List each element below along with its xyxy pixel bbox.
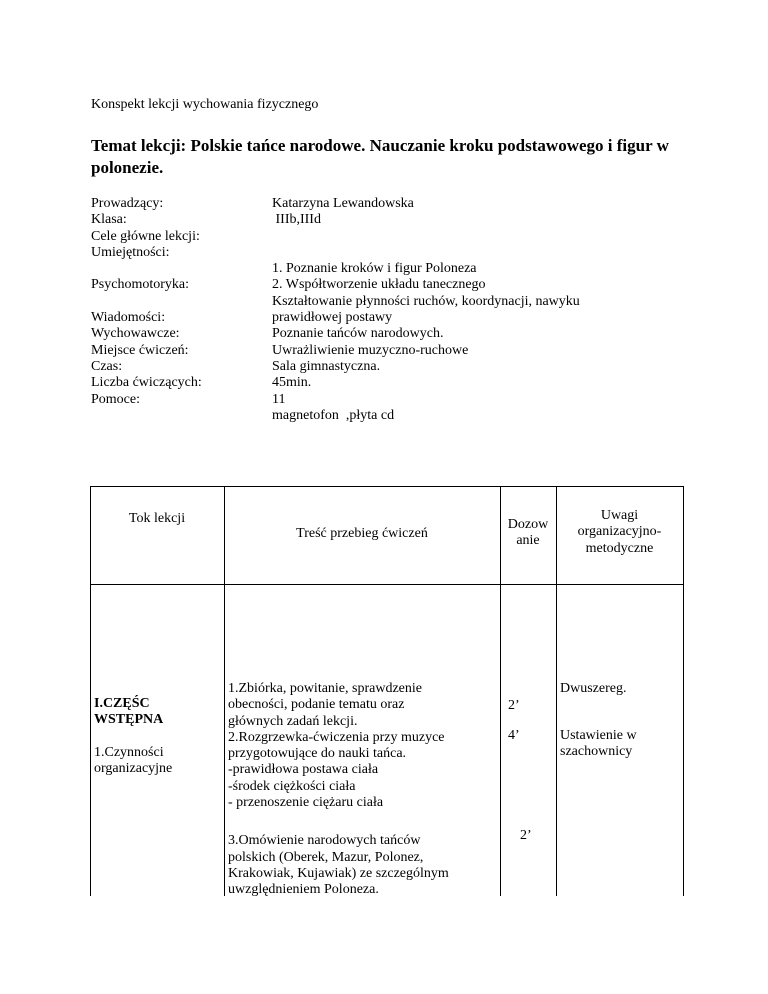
value-wiadomosci: Poznanie tańców narodowych. <box>272 326 444 342</box>
lesson-table <box>90 486 684 896</box>
table-border-right <box>683 486 684 896</box>
info-values <box>272 196 672 424</box>
header-uwagi <box>556 508 683 557</box>
content-line-8: - przenoszenie ciężaru ciała <box>228 795 384 811</box>
content-line-2: obecności, podanie tematu oraz <box>228 697 405 713</box>
value-klasa: IIIb,IIId <box>272 212 321 228</box>
label-wychowawcze: Wychowawcze: <box>91 326 180 342</box>
header-uwagi-line3: metodyczne <box>585 540 654 556</box>
value-czas: 45min. <box>272 375 312 391</box>
label-psychomotoryka: Psychomotoryka: <box>91 277 189 293</box>
label-liczba: Liczba ćwiczących: <box>91 375 202 391</box>
dozowanie-2: 4’ <box>508 728 520 743</box>
label-prowadzacy: Prowadzący: <box>91 196 164 211</box>
subsection-czynnosci <box>94 745 172 778</box>
value-psychomotoryka: Kształtowanie płynności ruchów, koordynacji, nawyku prawidłowej postawy <box>272 293 580 326</box>
uwagi-2-line2: szachownicy <box>560 744 633 760</box>
content-line-4: 2.Rozgrzewka-ćwiczenia przy muzyce <box>228 729 445 745</box>
value-umiejetnosci-1: 1. Poznanie kroków i figur Poloneza <box>272 261 477 277</box>
value-prowadzacy: Katarzyna Lewandowska <box>272 196 414 211</box>
content-line-6: -prawidłowa postawa ciała <box>228 762 379 778</box>
header-uwagi-line2: organizacyjno- <box>577 524 662 540</box>
section-name <box>94 696 163 729</box>
content-line-3: głównych zadań lekcji. <box>228 713 358 729</box>
document-header: Konspekt lekcji wychowania fizycznego <box>91 97 319 112</box>
value-liczba: 11 <box>272 391 286 407</box>
info-labels <box>91 196 261 408</box>
content-line-7: -środek ciężkości ciała <box>228 778 356 794</box>
content-line-11: Krakowiak, Kujawiak) ze szczególnym <box>228 865 449 881</box>
header-tok-lekcji: Tok lekcji <box>128 511 186 526</box>
header-dozowanie <box>500 517 556 550</box>
header-dozowanie-line1: Dozow <box>507 517 549 532</box>
content-line-9: 3.Omówienie narodowych tańców <box>228 833 421 849</box>
uwagi-2-line1: Ustawienie w <box>560 728 637 743</box>
value-pomoce: magnetofon ,płyta cd <box>272 407 395 423</box>
uwagi-1: Dwuszereg. <box>560 681 627 696</box>
exercise-content <box>228 681 498 899</box>
content-line-12: uwzględnieniem Poloneza. <box>228 882 379 898</box>
uwagi-2 <box>560 728 637 761</box>
section-name-line2: WSTĘPNA <box>94 712 164 728</box>
header-uwagi-line1: Uwagi <box>600 508 639 523</box>
content-line-10: polskich (Oberek, Mazur, Polonez, <box>228 849 424 865</box>
label-cele: Cele główne lekcji: <box>91 228 200 244</box>
label-umiejetnosci: Umiejętności: <box>91 244 170 260</box>
dozowanie-1: 2’ <box>508 698 520 713</box>
table-header-divider <box>90 584 684 585</box>
label-wiadomosci: Wiadomości: <box>91 310 166 326</box>
subsection-line2: organizacyjne <box>94 761 173 777</box>
value-wychowawcze: Uwrażliwienie muzyczno-ruchowe <box>272 342 469 358</box>
label-klasa: Klasa: <box>91 212 127 228</box>
value-miejsce: Sala gimnastyczna. <box>272 358 381 374</box>
content-line-5: przygotowujące do nauki tańca. <box>228 746 407 762</box>
lesson-title: Temat lekcji: Polskie tańce narodowe. Nauczanie kroku podstawowego i figur w polonezie. <box>91 136 669 177</box>
value-umiejetnosci-2: 2. Współtworzenie układu tanecznego <box>272 277 486 293</box>
dozowanie-3: 2’ <box>520 828 532 843</box>
label-czas: Czas: <box>91 358 123 374</box>
header-tresc: Treść przebieg ćwiczeń <box>296 526 428 541</box>
header-dozowanie-line2: anie <box>516 533 540 549</box>
table-border-left <box>90 486 91 896</box>
subsection-line1: 1.Czynności <box>94 745 164 760</box>
table-border-top <box>90 486 684 487</box>
label-miejsce: Miejsce ćwiczeń: <box>91 342 189 358</box>
table-divider-1 <box>224 486 225 896</box>
label-pomoce: Pomoce: <box>91 391 140 407</box>
section-name-line1: I.CZĘŚC <box>94 696 150 711</box>
content-line-1: 1.Zbiórka, powitanie, sprawdzenie <box>228 681 422 696</box>
